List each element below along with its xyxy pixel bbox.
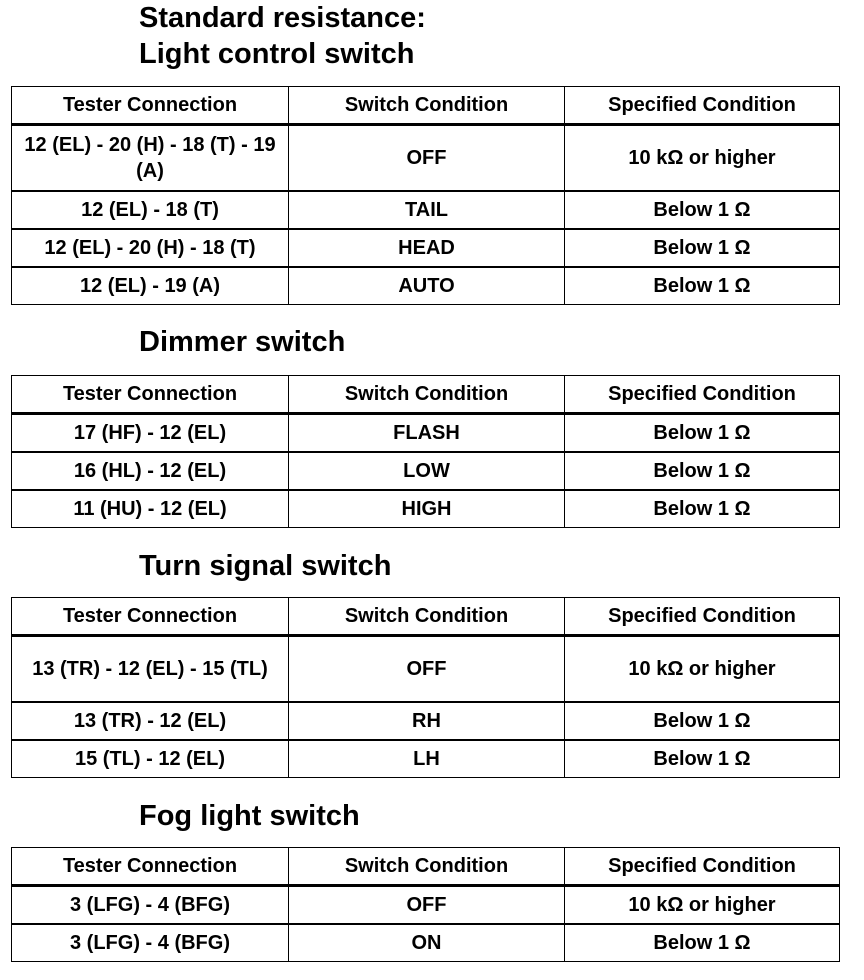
tester-connection-cell: 13 (TR) - 12 (EL) - 15 (TL) bbox=[12, 636, 289, 703]
switch-condition-cell: TAIL bbox=[289, 191, 565, 229]
specified-condition-cell: 10 kΩ or higher bbox=[565, 636, 840, 703]
table-header-row bbox=[12, 376, 840, 414]
standard-resistance-title: Standard resistance: bbox=[139, 2, 426, 34]
specified-condition-cell: Below 1 Ω bbox=[565, 490, 840, 528]
table-row bbox=[12, 886, 840, 925]
table-header-row bbox=[12, 87, 840, 125]
tester-connection-cell: 11 (HU) - 12 (EL) bbox=[12, 490, 289, 528]
column-header-tester-connection: Tester Connection bbox=[12, 376, 289, 414]
fog-light-switch-title: Fog light switch bbox=[139, 800, 360, 832]
table-row bbox=[12, 191, 840, 229]
table-row bbox=[12, 267, 840, 305]
table-row bbox=[12, 924, 840, 962]
specified-condition-cell: 10 kΩ or higher bbox=[565, 125, 840, 192]
switch-condition-cell: HIGH bbox=[289, 490, 565, 528]
dimmer-switch-title: Dimmer switch bbox=[139, 326, 346, 358]
specified-condition-cell: Below 1 Ω bbox=[565, 740, 840, 778]
dimmer-switch-table bbox=[11, 375, 840, 528]
switch-condition-cell: RH bbox=[289, 702, 565, 740]
switch-condition-cell: HEAD bbox=[289, 229, 565, 267]
table-header-row bbox=[12, 598, 840, 636]
column-header-switch-condition: Switch Condition bbox=[289, 598, 565, 636]
switch-condition-cell: ON bbox=[289, 924, 565, 962]
column-header-specified-condition: Specified Condition bbox=[565, 376, 840, 414]
table-row bbox=[12, 125, 840, 192]
specified-condition-cell: Below 1 Ω bbox=[565, 924, 840, 962]
table-row bbox=[12, 702, 840, 740]
specified-condition-cell: Below 1 Ω bbox=[565, 191, 840, 229]
switch-condition-cell: OFF bbox=[289, 636, 565, 703]
switch-condition-cell: LH bbox=[289, 740, 565, 778]
specified-condition-cell: Below 1 Ω bbox=[565, 229, 840, 267]
tester-connection-cell: 12 (EL) - 19 (A) bbox=[12, 267, 289, 305]
column-header-switch-condition: Switch Condition bbox=[289, 376, 565, 414]
tester-connection-cell: 12 (EL) - 18 (T) bbox=[12, 191, 289, 229]
switch-condition-cell: AUTO bbox=[289, 267, 565, 305]
fog-light-switch-table bbox=[11, 847, 840, 962]
switch-condition-cell: FLASH bbox=[289, 414, 565, 453]
switch-condition-cell: OFF bbox=[289, 125, 565, 192]
table-header-row bbox=[12, 848, 840, 886]
table-row bbox=[12, 452, 840, 490]
tester-connection-cell: 13 (TR) - 12 (EL) bbox=[12, 702, 289, 740]
specified-condition-cell: 10 kΩ or higher bbox=[565, 886, 840, 925]
turn-signal-switch-table bbox=[11, 597, 840, 778]
tester-connection-cell: 12 (EL) - 20 (H) - 18 (T) - 19 (A) bbox=[12, 125, 289, 192]
table-row bbox=[12, 414, 840, 453]
specified-condition-cell: Below 1 Ω bbox=[565, 702, 840, 740]
column-header-tester-connection: Tester Connection bbox=[12, 598, 289, 636]
light-control-switch-table bbox=[11, 86, 840, 305]
switch-condition-cell: OFF bbox=[289, 886, 565, 925]
turn-signal-switch-title: Turn signal switch bbox=[139, 550, 392, 582]
tester-connection-cell: 12 (EL) - 20 (H) - 18 (T) bbox=[12, 229, 289, 267]
tester-connection-cell: 16 (HL) - 12 (EL) bbox=[12, 452, 289, 490]
table-row bbox=[12, 740, 840, 778]
column-header-tester-connection: Tester Connection bbox=[12, 848, 289, 886]
light-control-switch-title: Light control switch bbox=[139, 38, 415, 70]
column-header-specified-condition: Specified Condition bbox=[565, 848, 840, 886]
column-header-specified-condition: Specified Condition bbox=[565, 87, 840, 125]
column-header-switch-condition: Switch Condition bbox=[289, 87, 565, 125]
column-header-tester-connection: Tester Connection bbox=[12, 87, 289, 125]
column-header-switch-condition: Switch Condition bbox=[289, 848, 565, 886]
specified-condition-cell: Below 1 Ω bbox=[565, 414, 840, 453]
specified-condition-cell: Below 1 Ω bbox=[565, 267, 840, 305]
tester-connection-cell: 3 (LFG) - 4 (BFG) bbox=[12, 886, 289, 925]
tester-connection-cell: 17 (HF) - 12 (EL) bbox=[12, 414, 289, 453]
table-row bbox=[12, 490, 840, 528]
tester-connection-cell: 15 (TL) - 12 (EL) bbox=[12, 740, 289, 778]
specified-condition-cell: Below 1 Ω bbox=[565, 452, 840, 490]
table-row bbox=[12, 636, 840, 703]
switch-condition-cell: LOW bbox=[289, 452, 565, 490]
column-header-specified-condition: Specified Condition bbox=[565, 598, 840, 636]
table-row bbox=[12, 229, 840, 267]
tester-connection-cell: 3 (LFG) - 4 (BFG) bbox=[12, 924, 289, 962]
